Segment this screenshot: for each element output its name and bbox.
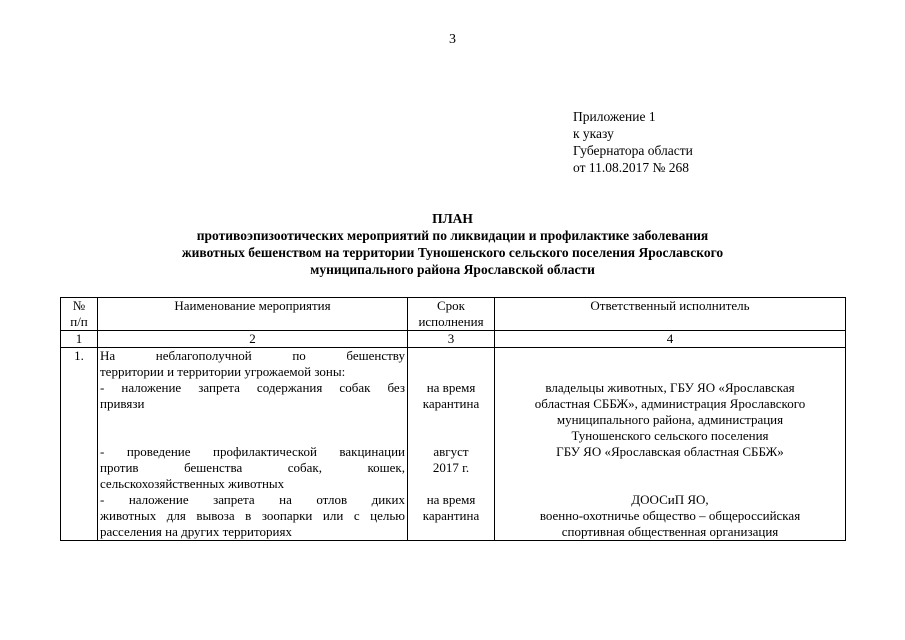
measure-line: привязи [100,396,145,411]
measure-line: сельскохозяйственных животных [100,476,285,491]
header-number-line: № [72,298,86,313]
document-title [0,210,905,278]
executor-line: муниципального района, администрация [556,412,784,427]
header-term-line: Срок [437,298,465,313]
measure-line: расселения на других территориях [100,524,292,539]
executor-line: спортивная общественная организация [561,524,779,539]
appendix-line: к указу [573,126,614,141]
appendix-line: Приложение 1 [573,109,656,124]
row-number: 1. [61,348,98,541]
column-number: 2 [98,331,408,348]
header-term-line: исполнения [418,314,484,329]
executor-line: Туношенского сельского поселения [571,428,769,443]
executor-line: ГБУ ЯО «Ярославская областная СББЖ» [556,444,784,459]
measure-intro-line: территории и территории угрожаемой зоны: [100,364,346,379]
header-executor: Ответственный исполнитель [495,298,846,331]
page-number: 3 [449,32,456,47]
measure-line: - наложение запрета содержания собак без [100,380,405,395]
appendix-line: Губернатора области [573,143,693,158]
appendix-block [573,108,693,176]
term-line: 2017 г. [432,460,470,475]
column-number: 4 [495,331,846,348]
column-number: 1 [61,331,98,348]
term-line: на время [426,380,476,395]
header-number-line: п/п [70,314,88,329]
title-line: противоэпизоотических мероприятий по ликвидации и профилактике заболевания [196,228,709,243]
executor-line: владельцы животных, ГБУ ЯО «Ярославская [545,380,795,395]
executor-line: военно-охотничье общество – общероссийская [539,508,801,523]
column-numbers-row [61,331,846,348]
executor-cell [495,348,846,541]
table-row [61,348,846,541]
header-name: Наименование мероприятия [98,298,408,331]
executor-line: областная СББЖ», администрация Ярославского [534,396,806,411]
measure-line: против бешенства собак, кошек, [100,460,405,475]
title-line: муниципального района Ярославской области [310,262,595,277]
measure-line: - проведение профилактической вакцинации [100,444,405,459]
measure-cell [98,348,408,541]
measure-line: - наложение запрета на отлов диких [100,492,405,507]
column-number: 3 [408,331,495,348]
term-cell [408,348,495,541]
executor-line: ДООСиП ЯО, [631,492,709,507]
term-line: август [433,444,469,459]
plan-table [60,297,846,541]
title-heading: ПЛАН [432,211,473,226]
header-term [408,298,495,331]
header-number [61,298,98,331]
title-line: животных бешенством на территории Туношенского сельского поселения Ярославского [181,245,724,260]
measure-intro-line: На неблагополучной по бешенству [100,348,405,363]
table-header-row [61,298,846,331]
measure-line: животных для вывоза в зоопарки или с целью [100,508,405,523]
term-line: карантина [422,508,480,523]
term-line: на время [426,492,476,507]
term-line: карантина [422,396,480,411]
appendix-line: от 11.08.2017 № 268 [573,160,689,175]
